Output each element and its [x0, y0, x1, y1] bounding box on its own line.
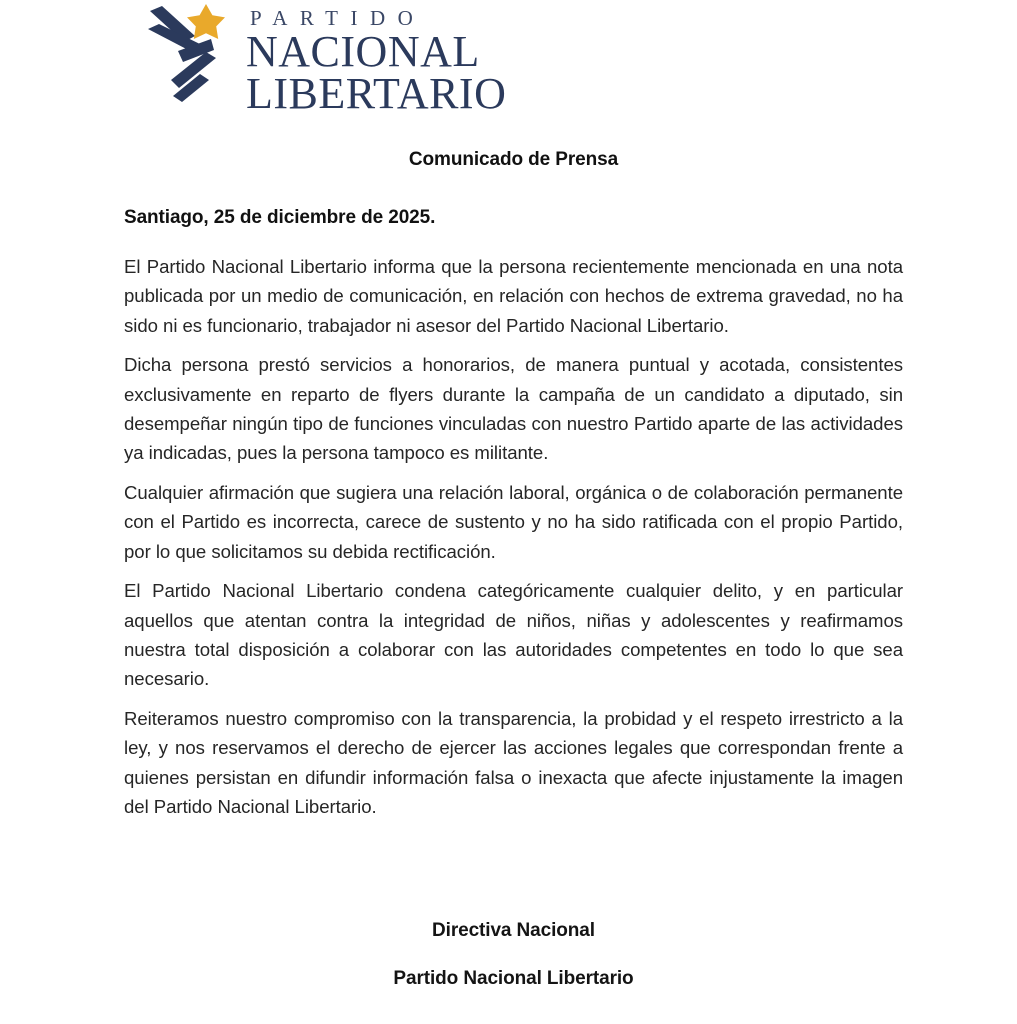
wordmark-line-nacional: NACIONAL — [246, 27, 480, 76]
paragraph: Dicha persona prestó servicios a honorarios, de manera puntual y acotada, consistentes exclusivamente en reparto de flyers durante la campaña de un candidato a diputado, sin desempeñar ningún tipo de funciones vinculadas con nuestro Partido aparte de las actividades ya indicadas, pues la persona tampoco es militante. — [124, 354, 903, 464]
paragraph: El Partido Nacional Libertario condena categóricamente cualquier delito, y en particular aquellos que atentan contra la integridad de niños, niñas y adolescentes y reafirmamos nuestra total disposición a colaborar con las autoridades competentes en todo lo que sea necesario. — [124, 580, 903, 690]
wordmark-line-libertario: LIBERTARIO — [246, 69, 507, 118]
pnl-chevron-flame-logo-icon — [148, 4, 232, 104]
signature-organization: Partido Nacional Libertario — [393, 968, 634, 989]
wordmark — [246, 4, 507, 118]
paragraph: El Partido Nacional Libertario informa que la persona recientemente mencionada en una nota publicada por un medio de comunicación, en relación con hechos de extrema gravedad, no ha sido ni es funcionario, trabajador ni asesor del Partido Nacional Libertario. — [124, 256, 903, 336]
page-title: Comunicado de Prensa — [408, 149, 619, 170]
letterhead — [148, 4, 507, 118]
wordmark-line-partido: PARTIDO — [250, 6, 426, 30]
dateline: Santiago, 25 de diciembre de 2025. — [124, 207, 436, 228]
signature-body: Directiva Nacional — [432, 920, 595, 941]
signature-block — [124, 918, 903, 992]
paragraph: Reiteramos nuestro compromiso con la transparencia, la probidad y el respeto irrestricto a la ley, y nos reservamos el derecho de ejercer las acciones legales que correspondan frente a quienes persistan en difundir información falsa o inexacta que afecte injustamente la imagen del Partido Nacional Libertario. — [124, 708, 903, 818]
paragraph: Cualquier afirmación que sugiera una relación laboral, orgánica o de colaboración permanente con el Partido es incorrecta, carece de sustento y no ha sido ratificada con el propio Partido, por lo que solicitamos su debida rectificación. — [124, 482, 903, 562]
document-body — [124, 148, 903, 821]
